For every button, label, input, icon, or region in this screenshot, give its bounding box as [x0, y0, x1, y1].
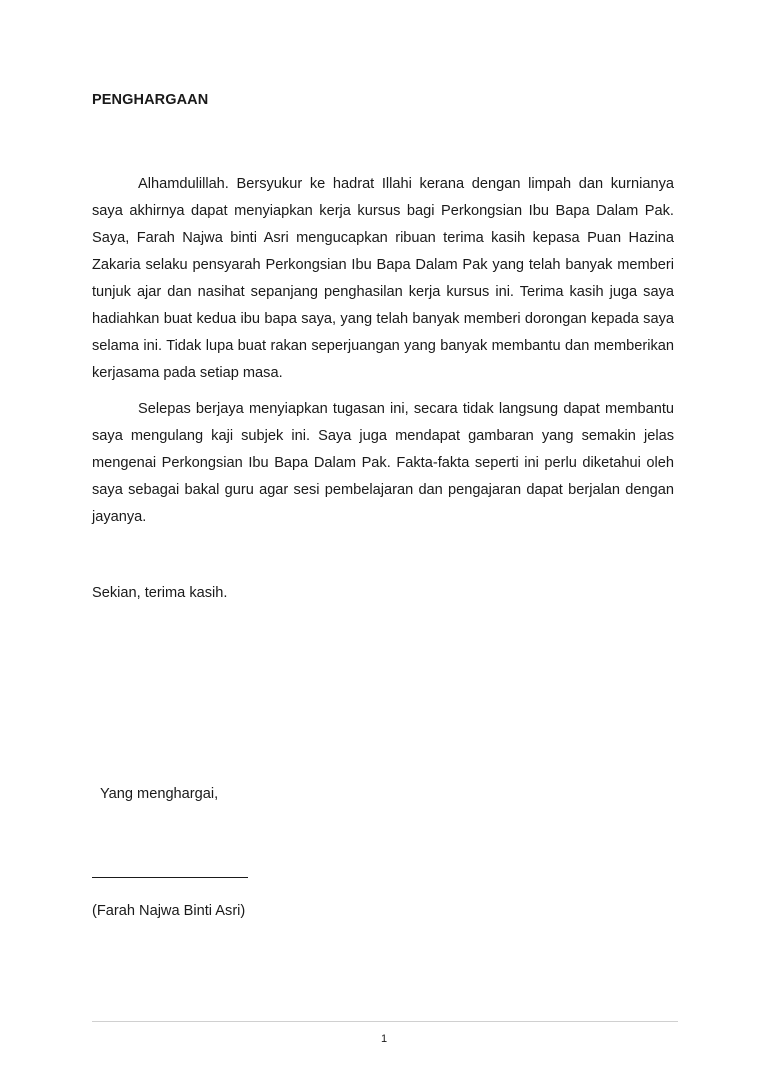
paragraph-2: Selepas berjaya menyiapkan tugasan ini, secara tidak langsung dapat membantu saya mengulang kaji subjek ini. Saya juga mendapat gambaran yang semakin jelas mengenai Perkongsian Ibu Bapa Dalam Pak. Fakta-fakta seperti ini perlu diketahui oleh saya sebagai bakal guru agar sesi pembelajaran dan pengajaran dapat berjalan dengan jayanya. [92, 401, 674, 525]
page-title: PENGHARGAAN [92, 92, 209, 108]
page-number: 1 [380, 1033, 388, 1045]
signature-line [92, 877, 248, 878]
signature-name: (Farah Najwa Binti Asri) [92, 903, 246, 919]
closing-text: Sekian, terima kasih. [92, 585, 228, 601]
regards-text: Yang menghargai, [100, 786, 219, 802]
paragraph-1: Alhamdulillah. Bersyukur ke hadrat Illahi kerana dengan limpah dan kurnianya saya akhirnya dapat menyiapkan kerja kursus bagi Perkongsian Ibu Bapa Dalam Pak. Saya, Farah Najwa binti Asri mengucapkan ribuan terima kasih kepasa Puan Hazina Zakaria selaku pensyarah Perkongsian Ibu Bapa Dalam Pak yang telah banyak memberi tunjuk ajar dan nasihat sepanjang penghasilan kerja kursus ini. Terima kasih juga saya hadiahkan buat kedua ibu bapa saya, yang telah banyak memberi dorongan kepada saya selama ini. Tidak lupa buat rakan seperjuangan yang banyak membantu dan memberikan kerjasama pada setiap masa. [92, 176, 674, 381]
footer-divider [92, 1021, 678, 1022]
